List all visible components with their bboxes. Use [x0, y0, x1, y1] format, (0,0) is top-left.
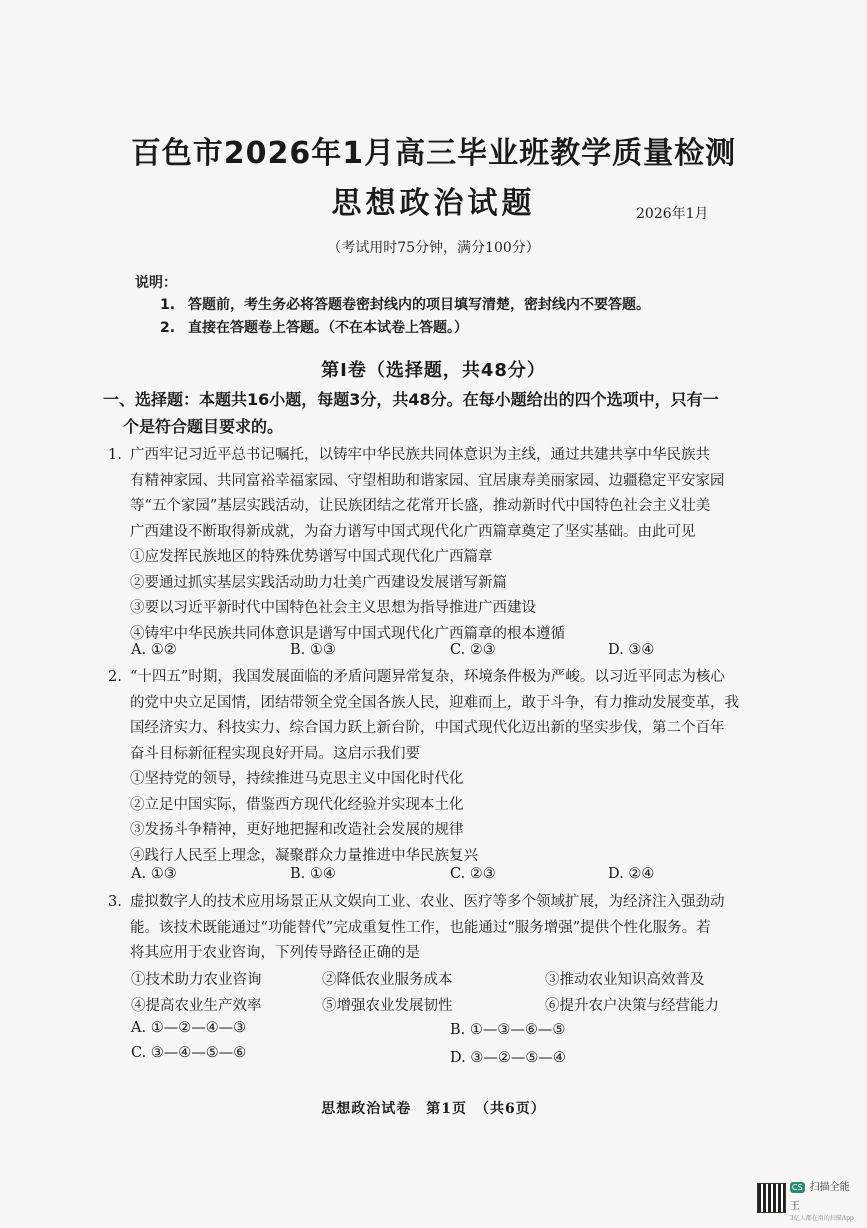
note-text: 直接在答题卷上答题。（不在本试卷上答题。）: [188, 320, 468, 336]
statement: ④践行人民至上理念，凝聚群众力量推进中华民族复兴: [130, 847, 478, 864]
q3-option-b: B. ①—③—⑥—⑤: [450, 1022, 566, 1038]
question-number: 2.: [108, 669, 122, 685]
q3-option-a: A. ①—②—④—③: [131, 1020, 247, 1036]
stem-line: 广西牢记习近平总书记嘱托，以铸牢中华民族共同体意识为主线，通过共建共享中华民族共: [130, 447, 710, 463]
question-stem: [130, 890, 763, 967]
note-number: 1.: [160, 297, 176, 313]
note-item: [160, 317, 468, 337]
statement: ①坚持党的领导，持续推进马克思主义中国化时代化: [130, 771, 464, 787]
note-item: [160, 294, 650, 314]
statement: ④铸牢中华民族共同体意识是谱写中国式现代化广西篇章的根本遵循: [130, 625, 565, 642]
q3-option-d: D. ③—②—⑤—④: [450, 1050, 566, 1066]
q1-option-d: D. ③④: [608, 642, 655, 658]
exam-duration: （考试用时75分钟，满分100分）: [327, 240, 540, 256]
section-instruction: [103, 386, 783, 440]
question-number: 1.: [108, 447, 122, 463]
note-text: 答题前，考生务必将答题卷密封线内的项目填写清楚，密封线内不要答题。: [188, 297, 650, 313]
question-number: 3.: [108, 894, 122, 910]
question-stem: [130, 665, 763, 869]
scanner-tagline: 3亿人都在用的扫描App: [789, 1214, 854, 1222]
section-title: 第Ⅰ卷（选择题，共48分）: [321, 360, 546, 381]
statement: ②要通过抓实基层实践活动助力壮美广西建设发展谱写新篇: [130, 574, 507, 591]
question-3: [108, 890, 763, 967]
cs-logo-icon: CS: [791, 1182, 803, 1192]
q2-option-d: D. ②④: [608, 866, 655, 882]
q2-option-b: B. ①④: [290, 866, 336, 882]
stem-line: 广西建设不断取得新成就，为奋力谱写中国式现代化广西篇章奠定了坚实基础。由此可见: [130, 523, 696, 540]
question-2: [108, 665, 763, 869]
instruction-line: 个是符合题目要求的。: [123, 417, 284, 436]
stem-line: 有精神家园、共同富裕幸福家园、守望相助和谐家园、宜居康寿美丽家园、边疆稳定平安家园: [130, 472, 725, 489]
stem-line: 能。该技术既能通过“功能替代”完成重复性工作，也能通过“服务增强”提供个性化服务。若: [130, 919, 711, 936]
q1-option-a: A. ①②: [131, 642, 177, 658]
scanner-watermark: [757, 1181, 857, 1222]
note-number: 2.: [160, 320, 176, 336]
q3-item: ⑥提升农户决策与经营能力: [545, 998, 719, 1014]
statement: ②立足中国实际，借鉴西方现代化经验并实现本土化: [130, 796, 464, 813]
exam-date: 2026年1月: [636, 206, 709, 222]
q3-item: ③推动农业知识高效普及: [545, 972, 705, 988]
notes-label: 说明：: [135, 275, 177, 291]
subject-title: 思想政治试题: [331, 186, 536, 221]
instruction-line: 一、选择题：本题共16小题，每题3分，共48分。在每小题给出的四个选项中，只有一: [103, 390, 719, 409]
stem-line: 虚拟数字人的技术应用场景正从文娱向工业、农业、医疗等多个领域扩展，为经济注入强劲动: [130, 894, 725, 910]
stem-line: 将其应用于农业咨询，下列传导路径正确的是: [130, 945, 420, 961]
statement: ①应发挥民族地区的特殊优势谱写中国式现代化广西篇章: [130, 549, 493, 565]
q1-option-c: C. ②③: [450, 642, 496, 658]
stem-line: 国经济实力、科技实力、综合国力跃上新台阶，中国式现代化迈出新的坚实步伐，第二个百年: [130, 720, 725, 736]
stem-line: 奋斗目标新征程实现良好开局。这启示我们要: [130, 745, 420, 762]
stem-line: 的党中央立足国情，团结带领全党全国各族人民，迎难而上，敢于斗争，有力推动发展变革，我: [130, 694, 739, 711]
stem-line: “十四五”时期，我国发展面临的矛盾问题异常复杂，环境条件极为严峻。以习近平同志为核心: [130, 669, 725, 685]
q3-item: ⑤增强农业发展韧性: [322, 998, 453, 1014]
q2-option-c: C. ②③: [450, 866, 496, 882]
page-footer: 思想政治试卷 第1页 （共6页）: [321, 1101, 546, 1117]
statement: ③发扬斗争精神，更好地把握和改造社会发展的规律: [130, 822, 464, 838]
q1-option-b: B. ①③: [290, 642, 336, 658]
exam-title: 百色市2026年1月高三毕业班教学质量检测: [130, 136, 737, 171]
question-stem: [130, 443, 763, 647]
stem-line: 等“五个家园”基层实践活动，让民族团结之花常开长盛，推动新时代中国特色社会主义壮美: [130, 498, 711, 514]
q2-option-a: A. ①③: [131, 866, 177, 882]
q3-item: ④提高农业生产效率: [131, 998, 262, 1014]
q3-option-c: C. ③—④—⑤—⑥: [131, 1045, 247, 1061]
scanner-app-name: 扫描全能王: [789, 1181, 850, 1212]
q3-item: ②降低农业服务成本: [322, 972, 453, 988]
statement: ③要以习近平新时代中国特色社会主义思想为指导推进广西建设: [130, 600, 536, 616]
question-1: [108, 443, 763, 647]
qr-code-icon: [757, 1183, 786, 1213]
q3-item: ①技术助力农业咨询: [131, 972, 262, 988]
